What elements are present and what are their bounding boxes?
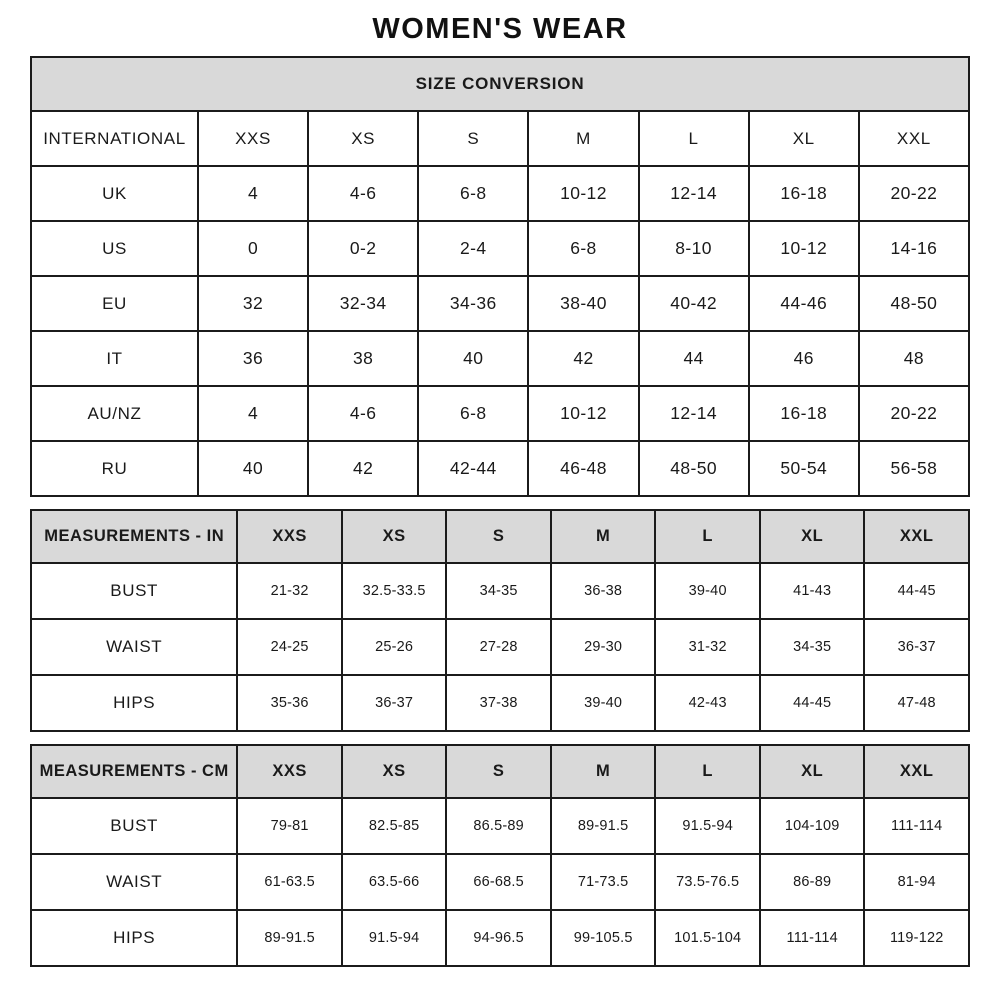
cell: 34-35 bbox=[760, 619, 865, 675]
cell: 36-37 bbox=[342, 675, 447, 731]
cell: 16-18 bbox=[749, 166, 859, 221]
cell: 4-6 bbox=[308, 386, 418, 441]
column-header: M bbox=[551, 510, 656, 563]
cell: 48 bbox=[859, 331, 969, 386]
cell: 21-32 bbox=[237, 563, 342, 619]
cell: 14-16 bbox=[859, 221, 969, 276]
column-header: M bbox=[551, 745, 656, 798]
cell: 20-22 bbox=[859, 386, 969, 441]
cell: 89-91.5 bbox=[551, 798, 656, 854]
cell: 44-46 bbox=[749, 276, 859, 331]
cell: 32 bbox=[198, 276, 308, 331]
cell: 42-44 bbox=[418, 441, 528, 496]
cell: 86.5-89 bbox=[446, 798, 551, 854]
table-row bbox=[31, 675, 969, 731]
cell: 6-8 bbox=[418, 386, 528, 441]
column-header: L bbox=[639, 111, 749, 166]
cell: 46-48 bbox=[528, 441, 638, 496]
cell: 31-32 bbox=[655, 619, 760, 675]
cell: 39-40 bbox=[551, 675, 656, 731]
cell: 89-91.5 bbox=[237, 910, 342, 966]
cell: 38-40 bbox=[528, 276, 638, 331]
table-row bbox=[31, 386, 969, 441]
cell: 4 bbox=[198, 386, 308, 441]
cell: 6-8 bbox=[528, 221, 638, 276]
cell: 42 bbox=[528, 331, 638, 386]
cell: 56-58 bbox=[859, 441, 969, 496]
cell: 101.5-104 bbox=[655, 910, 760, 966]
cell: 94-96.5 bbox=[446, 910, 551, 966]
measurements-in-table bbox=[30, 509, 970, 732]
table-banner-row bbox=[31, 57, 969, 111]
cell: 79-81 bbox=[237, 798, 342, 854]
table-row bbox=[31, 221, 969, 276]
column-header: MEASUREMENTS - IN bbox=[31, 510, 237, 563]
row-label: HIPS bbox=[31, 675, 237, 731]
cell: 48-50 bbox=[639, 441, 749, 496]
cell: 48-50 bbox=[859, 276, 969, 331]
column-header: XXS bbox=[198, 111, 308, 166]
cell: 63.5-66 bbox=[342, 854, 447, 910]
column-header: M bbox=[528, 111, 638, 166]
cell: 27-28 bbox=[446, 619, 551, 675]
cell: 10-12 bbox=[528, 386, 638, 441]
cell: 40-42 bbox=[639, 276, 749, 331]
cell: 81-94 bbox=[864, 854, 969, 910]
column-header: XXL bbox=[864, 745, 969, 798]
cell: 44-45 bbox=[760, 675, 865, 731]
table-row bbox=[31, 798, 969, 854]
row-label: US bbox=[31, 221, 198, 276]
cell: 46 bbox=[749, 331, 859, 386]
cell: 66-68.5 bbox=[446, 854, 551, 910]
column-header: S bbox=[446, 745, 551, 798]
table-row bbox=[31, 619, 969, 675]
column-header: XL bbox=[749, 111, 859, 166]
cell: 25-26 bbox=[342, 619, 447, 675]
table-row bbox=[31, 331, 969, 386]
column-header: XS bbox=[342, 745, 447, 798]
cell: 47-48 bbox=[864, 675, 969, 731]
column-header: XXS bbox=[237, 510, 342, 563]
cell: 34-35 bbox=[446, 563, 551, 619]
cell: 32.5-33.5 bbox=[342, 563, 447, 619]
row-label: HIPS bbox=[31, 910, 237, 966]
table-row bbox=[31, 563, 969, 619]
cell: 29-30 bbox=[551, 619, 656, 675]
row-label: EU bbox=[31, 276, 198, 331]
cell: 40 bbox=[198, 441, 308, 496]
cell: 71-73.5 bbox=[551, 854, 656, 910]
cell: 99-105.5 bbox=[551, 910, 656, 966]
cell: 36 bbox=[198, 331, 308, 386]
cell: 104-109 bbox=[760, 798, 865, 854]
cell: 61-63.5 bbox=[237, 854, 342, 910]
cell: 36-38 bbox=[551, 563, 656, 619]
cell: 119-122 bbox=[864, 910, 969, 966]
column-header: XL bbox=[760, 745, 865, 798]
measurements-cm-table bbox=[30, 744, 970, 967]
column-header: S bbox=[446, 510, 551, 563]
row-label: BUST bbox=[31, 563, 237, 619]
cell: 91.5-94 bbox=[655, 798, 760, 854]
column-header: XS bbox=[308, 111, 418, 166]
table-row bbox=[31, 910, 969, 966]
cell: 37-38 bbox=[446, 675, 551, 731]
cell: 38 bbox=[308, 331, 418, 386]
column-header: S bbox=[418, 111, 528, 166]
cell: 4-6 bbox=[308, 166, 418, 221]
table-row bbox=[31, 854, 969, 910]
row-label: UK bbox=[31, 166, 198, 221]
cell: 35-36 bbox=[237, 675, 342, 731]
cell: 12-14 bbox=[639, 166, 749, 221]
cell: 50-54 bbox=[749, 441, 859, 496]
row-label: BUST bbox=[31, 798, 237, 854]
cell: 111-114 bbox=[760, 910, 865, 966]
table-row bbox=[31, 276, 969, 331]
cell: 24-25 bbox=[237, 619, 342, 675]
cell: 40 bbox=[418, 331, 528, 386]
cell: 20-22 bbox=[859, 166, 969, 221]
cell: 2-4 bbox=[418, 221, 528, 276]
cell: 42 bbox=[308, 441, 418, 496]
table-row bbox=[31, 166, 969, 221]
cell: 8-10 bbox=[639, 221, 749, 276]
cell: 10-12 bbox=[749, 221, 859, 276]
cell: 82.5-85 bbox=[342, 798, 447, 854]
row-label: IT bbox=[31, 331, 198, 386]
cell: 34-36 bbox=[418, 276, 528, 331]
cell: 73.5-76.5 bbox=[655, 854, 760, 910]
row-label: WAIST bbox=[31, 619, 237, 675]
row-label: WAIST bbox=[31, 854, 237, 910]
column-header: XL bbox=[760, 510, 865, 563]
table-row bbox=[31, 441, 969, 496]
column-header: XXL bbox=[864, 510, 969, 563]
column-header: MEASUREMENTS - CM bbox=[31, 745, 237, 798]
cell: 0-2 bbox=[308, 221, 418, 276]
cell: 10-12 bbox=[528, 166, 638, 221]
column-header: L bbox=[655, 510, 760, 563]
column-header: XS bbox=[342, 510, 447, 563]
table-banner: SIZE CONVERSION bbox=[31, 57, 969, 111]
row-label: RU bbox=[31, 441, 198, 496]
row-label: AU/NZ bbox=[31, 386, 198, 441]
header-row bbox=[31, 745, 969, 798]
cell: 86-89 bbox=[760, 854, 865, 910]
header-row bbox=[31, 111, 969, 166]
cell: 44-45 bbox=[864, 563, 969, 619]
header-row bbox=[31, 510, 969, 563]
cell: 4 bbox=[198, 166, 308, 221]
cell: 6-8 bbox=[418, 166, 528, 221]
cell: 42-43 bbox=[655, 675, 760, 731]
page-title: WOMEN'S WEAR bbox=[372, 13, 628, 45]
cell: 111-114 bbox=[864, 798, 969, 854]
cell: 39-40 bbox=[655, 563, 760, 619]
cell: 12-14 bbox=[639, 386, 749, 441]
column-header: XXL bbox=[859, 111, 969, 166]
cell: 16-18 bbox=[749, 386, 859, 441]
cell: 32-34 bbox=[308, 276, 418, 331]
cell: 91.5-94 bbox=[342, 910, 447, 966]
cell: 0 bbox=[198, 221, 308, 276]
cell: 41-43 bbox=[760, 563, 865, 619]
column-header: XXS bbox=[237, 745, 342, 798]
column-header: L bbox=[655, 745, 760, 798]
size-conversion-table bbox=[30, 56, 970, 497]
column-header: INTERNATIONAL bbox=[31, 111, 198, 166]
cell: 44 bbox=[639, 331, 749, 386]
cell: 36-37 bbox=[864, 619, 969, 675]
